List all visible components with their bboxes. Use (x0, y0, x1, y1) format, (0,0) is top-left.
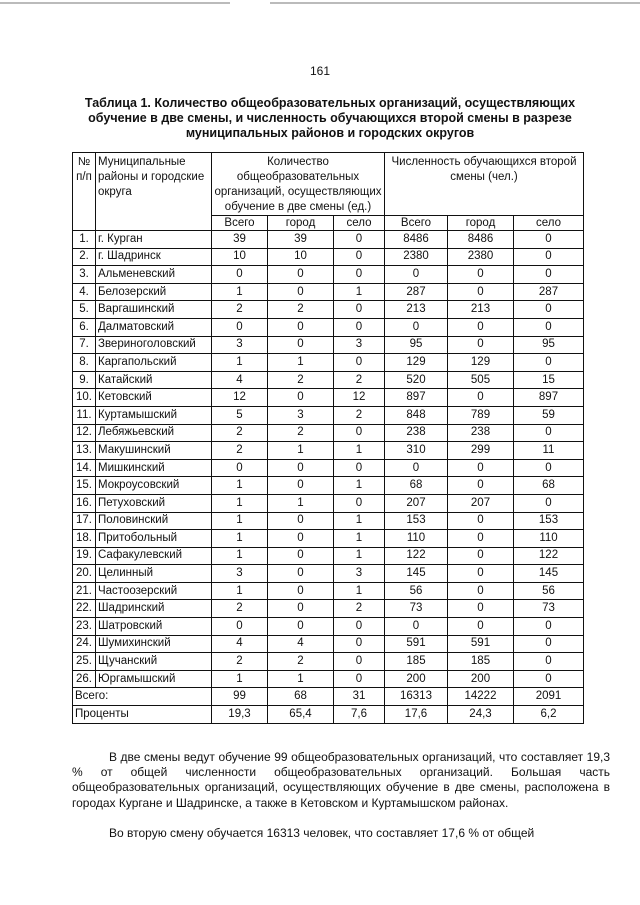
table-row (73, 371, 584, 389)
cell: 0 (268, 547, 334, 565)
table-row (73, 406, 584, 424)
cell: 2 (268, 301, 334, 319)
cell: 0 (448, 512, 514, 530)
cell: 2 (268, 653, 334, 671)
cell: 56 (514, 582, 584, 600)
cell: 0 (334, 301, 385, 319)
table-row (73, 547, 584, 565)
row-number: 26. (73, 670, 96, 688)
cell: 39 (268, 231, 334, 249)
cell: 1 (268, 670, 334, 688)
cell: 2380 (448, 248, 514, 266)
cell: 0 (268, 266, 334, 284)
cell: 1 (212, 512, 268, 530)
district-name: Мокроусовский (96, 477, 212, 495)
cell: 59 (514, 406, 584, 424)
row-number: 19. (73, 547, 96, 565)
cell: 213 (385, 301, 448, 319)
cell: 0 (334, 618, 385, 636)
cell: 1 (334, 442, 385, 460)
table-row (73, 336, 584, 354)
district-name: Варгашинский (96, 301, 212, 319)
cell: 0 (385, 266, 448, 284)
cell: 0 (268, 512, 334, 530)
row-number: 15. (73, 477, 96, 495)
cell: 0 (448, 389, 514, 407)
row-number: 13. (73, 442, 96, 460)
district-name: Щучанский (96, 653, 212, 671)
header-orgs-total: Всего (212, 216, 268, 231)
data-table (72, 152, 584, 724)
cell: 0 (268, 283, 334, 301)
district-name: Шадринский (96, 600, 212, 618)
district-name: Лебяжьевский (96, 424, 212, 442)
header-num: № п/п (73, 153, 96, 231)
table-row (73, 565, 584, 583)
cell: 1 (268, 442, 334, 460)
cell: 0 (385, 459, 448, 477)
table-row (73, 283, 584, 301)
cell: 0 (334, 248, 385, 266)
cell: 2 (334, 371, 385, 389)
row-number: 1. (73, 231, 96, 249)
cell: 12 (334, 389, 385, 407)
cell: 15 (514, 371, 584, 389)
district-name: Звериноголовский (96, 336, 212, 354)
percent-row (73, 706, 584, 724)
cell: 68 (514, 477, 584, 495)
cell: 2 (212, 424, 268, 442)
cell: 12 (212, 389, 268, 407)
district-name: Далматовский (96, 318, 212, 336)
cell: 1 (212, 547, 268, 565)
cell: 848 (385, 406, 448, 424)
cell: 207 (385, 494, 448, 512)
row-number: 21. (73, 582, 96, 600)
row-number: 4. (73, 283, 96, 301)
row-number: 3. (73, 266, 96, 284)
header-students-total: Всего (385, 216, 448, 231)
cell: 2091 (514, 688, 584, 706)
table-row (73, 477, 584, 495)
table-row (73, 389, 584, 407)
district-name: Притобольный (96, 530, 212, 548)
cell: 0 (334, 459, 385, 477)
cell: 24,3 (448, 706, 514, 724)
cell: 129 (448, 354, 514, 372)
cell: 287 (385, 283, 448, 301)
row-number: 7. (73, 336, 96, 354)
district-name: Каргапольский (96, 354, 212, 372)
cell: 0 (268, 618, 334, 636)
cell: 153 (514, 512, 584, 530)
cell: 0 (268, 600, 334, 618)
header-students-village: село (514, 216, 584, 231)
cell: 129 (385, 354, 448, 372)
cell: 213 (448, 301, 514, 319)
cell: 1 (334, 477, 385, 495)
cell: 1 (212, 530, 268, 548)
cell: 0 (514, 231, 584, 249)
cell: 0 (448, 477, 514, 495)
cell: 2 (334, 406, 385, 424)
body-paragraph-2: Во вторую смену обучается 16313 человек, что составляет 17,6 % от общей (109, 826, 535, 840)
cell: 0 (514, 266, 584, 284)
table-row (73, 318, 584, 336)
row-number: 16. (73, 494, 96, 512)
cell: 505 (448, 371, 514, 389)
cell: 95 (385, 336, 448, 354)
cell: 3 (212, 565, 268, 583)
cell: 1 (212, 354, 268, 372)
cell: 0 (334, 318, 385, 336)
cell: 122 (514, 547, 584, 565)
row-number: 24. (73, 635, 96, 653)
district-name: Макушинский (96, 442, 212, 460)
cell: 0 (448, 336, 514, 354)
header-students-city: город (448, 216, 514, 231)
cell: 17,6 (385, 706, 448, 724)
cell: 1 (268, 354, 334, 372)
cell: 0 (514, 653, 584, 671)
cell: 897 (385, 389, 448, 407)
page-number: 161 (309, 64, 331, 78)
district-name: Кетовский (96, 389, 212, 407)
cell: 56 (385, 582, 448, 600)
cell: 1 (334, 283, 385, 301)
cell: 14222 (448, 688, 514, 706)
cell: 0 (448, 618, 514, 636)
cell: 2 (212, 653, 268, 671)
table-title: Таблица 1. Количество общеобразовательных организаций, осуществляющих обучение в две смены, и численность обучающихся второй смены в разрезе муниципальных районов и городских округов (84, 96, 576, 140)
cell: 65,4 (268, 706, 334, 724)
table-row (73, 494, 584, 512)
cell: 68 (385, 477, 448, 495)
cell: 0 (514, 424, 584, 442)
cell: 145 (514, 565, 584, 583)
cell: 1 (212, 494, 268, 512)
district-name: Куртамышский (96, 406, 212, 424)
row-number: 23. (73, 618, 96, 636)
cell: 2380 (385, 248, 448, 266)
cell: 0 (334, 635, 385, 653)
cell: 0 (268, 336, 334, 354)
row-number: 10. (73, 389, 96, 407)
district-name: Целинный (96, 565, 212, 583)
header-district: Муниципальные районы и городские округа (96, 153, 212, 231)
cell: 591 (385, 635, 448, 653)
row-number: 2. (73, 248, 96, 266)
cell: 110 (514, 530, 584, 548)
cell: 207 (448, 494, 514, 512)
cell: 1 (212, 477, 268, 495)
row-number: 22. (73, 600, 96, 618)
cell: 4 (212, 371, 268, 389)
cell: 0 (514, 318, 584, 336)
cell: 99 (212, 688, 268, 706)
cell: 0 (212, 318, 268, 336)
cell: 0 (514, 618, 584, 636)
cell: 0 (448, 582, 514, 600)
cell: 95 (514, 336, 584, 354)
cell: 310 (385, 442, 448, 460)
district-name: Шумихинский (96, 635, 212, 653)
cell: 4 (212, 635, 268, 653)
cell: 39 (212, 231, 268, 249)
cell: 0 (334, 670, 385, 688)
row-number: 11. (73, 406, 96, 424)
cell: 0 (514, 459, 584, 477)
table-row (73, 635, 584, 653)
cell: 0 (268, 477, 334, 495)
district-name: Катайский (96, 371, 212, 389)
cell: 0 (268, 459, 334, 477)
cell: 185 (385, 653, 448, 671)
header-orgs-village: село (334, 216, 385, 231)
table-row (73, 653, 584, 671)
cell: 0 (514, 635, 584, 653)
cell: 520 (385, 371, 448, 389)
table-row (73, 301, 584, 319)
cell: 31 (334, 688, 385, 706)
row-number: 9. (73, 371, 96, 389)
table-row (73, 248, 584, 266)
district-name: Юргамышский (96, 670, 212, 688)
table-row (73, 530, 584, 548)
cell: 2 (212, 442, 268, 460)
cell: 2 (212, 301, 268, 319)
cell: 0 (334, 231, 385, 249)
row-number: 18. (73, 530, 96, 548)
district-name: Шатровский (96, 618, 212, 636)
cell: 0 (514, 248, 584, 266)
cell: 0 (268, 565, 334, 583)
cell: 7,6 (334, 706, 385, 724)
cell: 5 (212, 406, 268, 424)
cell: 153 (385, 512, 448, 530)
cell: 200 (385, 670, 448, 688)
cell: 0 (268, 318, 334, 336)
cell: 0 (514, 670, 584, 688)
table-row (73, 512, 584, 530)
cell: 0 (448, 565, 514, 583)
district-name: Альменевский (96, 266, 212, 284)
cell: 2 (268, 371, 334, 389)
cell: 0 (448, 318, 514, 336)
row-number: 25. (73, 653, 96, 671)
cell: 0 (448, 600, 514, 618)
cell: 3 (334, 336, 385, 354)
district-name: Мишкинский (96, 459, 212, 477)
cell: 2 (334, 600, 385, 618)
cell: 200 (448, 670, 514, 688)
district-name: Половинский (96, 512, 212, 530)
row-number: 6. (73, 318, 96, 336)
cell: 73 (385, 600, 448, 618)
cell: 0 (334, 494, 385, 512)
table-row (73, 618, 584, 636)
cell: 8486 (385, 231, 448, 249)
cell: 8486 (448, 231, 514, 249)
cell: 0 (514, 301, 584, 319)
header-orgs-city: город (268, 216, 334, 231)
table-row (73, 600, 584, 618)
table-row (73, 424, 584, 442)
cell: 0 (212, 266, 268, 284)
cell: 0 (268, 389, 334, 407)
header-students: Численность обучающихся второй смены (чел.) (385, 153, 584, 216)
district-name: г. Курган (96, 231, 212, 249)
cell: 68 (268, 688, 334, 706)
cell: 0 (448, 266, 514, 284)
table-row (73, 266, 584, 284)
cell: 238 (448, 424, 514, 442)
district-name: г. Шадринск (96, 248, 212, 266)
district-name: Петуховский (96, 494, 212, 512)
table-row (73, 442, 584, 460)
cell: 19,3 (212, 706, 268, 724)
cell: 897 (514, 389, 584, 407)
cell: 0 (385, 318, 448, 336)
cell: 789 (448, 406, 514, 424)
row-number: 12. (73, 424, 96, 442)
cell: 6,2 (514, 706, 584, 724)
cell: 0 (448, 530, 514, 548)
total-row (73, 688, 584, 706)
cell: 0 (268, 582, 334, 600)
scan-artifact (270, 2, 640, 4)
cell: 1 (334, 512, 385, 530)
cell: 1 (212, 582, 268, 600)
district-name: Белозерский (96, 283, 212, 301)
cell: 4 (268, 635, 334, 653)
table-row (73, 582, 584, 600)
cell: 0 (448, 459, 514, 477)
row-number: 20. (73, 565, 96, 583)
cell: 0 (385, 618, 448, 636)
cell: 0 (212, 459, 268, 477)
cell: 0 (448, 283, 514, 301)
cell: 10 (212, 248, 268, 266)
cell: 299 (448, 442, 514, 460)
cell: 0 (212, 618, 268, 636)
table-row (73, 459, 584, 477)
cell: 110 (385, 530, 448, 548)
cell: 11 (514, 442, 584, 460)
cell: 122 (385, 547, 448, 565)
cell: 287 (514, 283, 584, 301)
body-paragraph-1: В две смены ведут обучение 99 общеобразовательных организаций, что составляет 19,3 % от общей численности общеобразовательных организаций. Большая часть общеобразовательных организаций, осуществляющих обучение в две смены, расположена в городах Кургане и Шадринске, а также в Кетовском и Куртамышском районах. (72, 750, 610, 810)
cell: 3 (268, 406, 334, 424)
cell: 10 (268, 248, 334, 266)
cell: 73 (514, 600, 584, 618)
cell: 0 (334, 653, 385, 671)
scan-artifact (0, 2, 230, 4)
cell: 1 (334, 547, 385, 565)
cell: 2 (268, 424, 334, 442)
cell: 2 (212, 600, 268, 618)
table-row (73, 354, 584, 372)
cell: 238 (385, 424, 448, 442)
row-number: 14. (73, 459, 96, 477)
cell: 16313 (385, 688, 448, 706)
table-row (73, 231, 584, 249)
cell: 3 (212, 336, 268, 354)
percent-label: Проценты (73, 706, 212, 724)
row-number: 8. (73, 354, 96, 372)
total-label: Всего: (73, 688, 212, 706)
cell: 0 (514, 354, 584, 372)
cell: 1 (334, 530, 385, 548)
cell: 1 (212, 670, 268, 688)
cell: 1 (212, 283, 268, 301)
cell: 0 (514, 494, 584, 512)
district-name: Сафакулевский (96, 547, 212, 565)
cell: 185 (448, 653, 514, 671)
cell: 145 (385, 565, 448, 583)
header-orgs: Количество общеобразовательных организаций, осуществляющих обучение в две смены (ед.) (212, 153, 385, 216)
cell: 3 (334, 565, 385, 583)
cell: 0 (448, 547, 514, 565)
cell: 0 (268, 530, 334, 548)
table-row (73, 670, 584, 688)
row-number: 5. (73, 301, 96, 319)
district-name: Частоозерский (96, 582, 212, 600)
cell: 1 (334, 582, 385, 600)
cell: 1 (268, 494, 334, 512)
cell: 0 (334, 424, 385, 442)
row-number: 17. (73, 512, 96, 530)
cell: 0 (334, 266, 385, 284)
cell: 591 (448, 635, 514, 653)
cell: 0 (334, 354, 385, 372)
